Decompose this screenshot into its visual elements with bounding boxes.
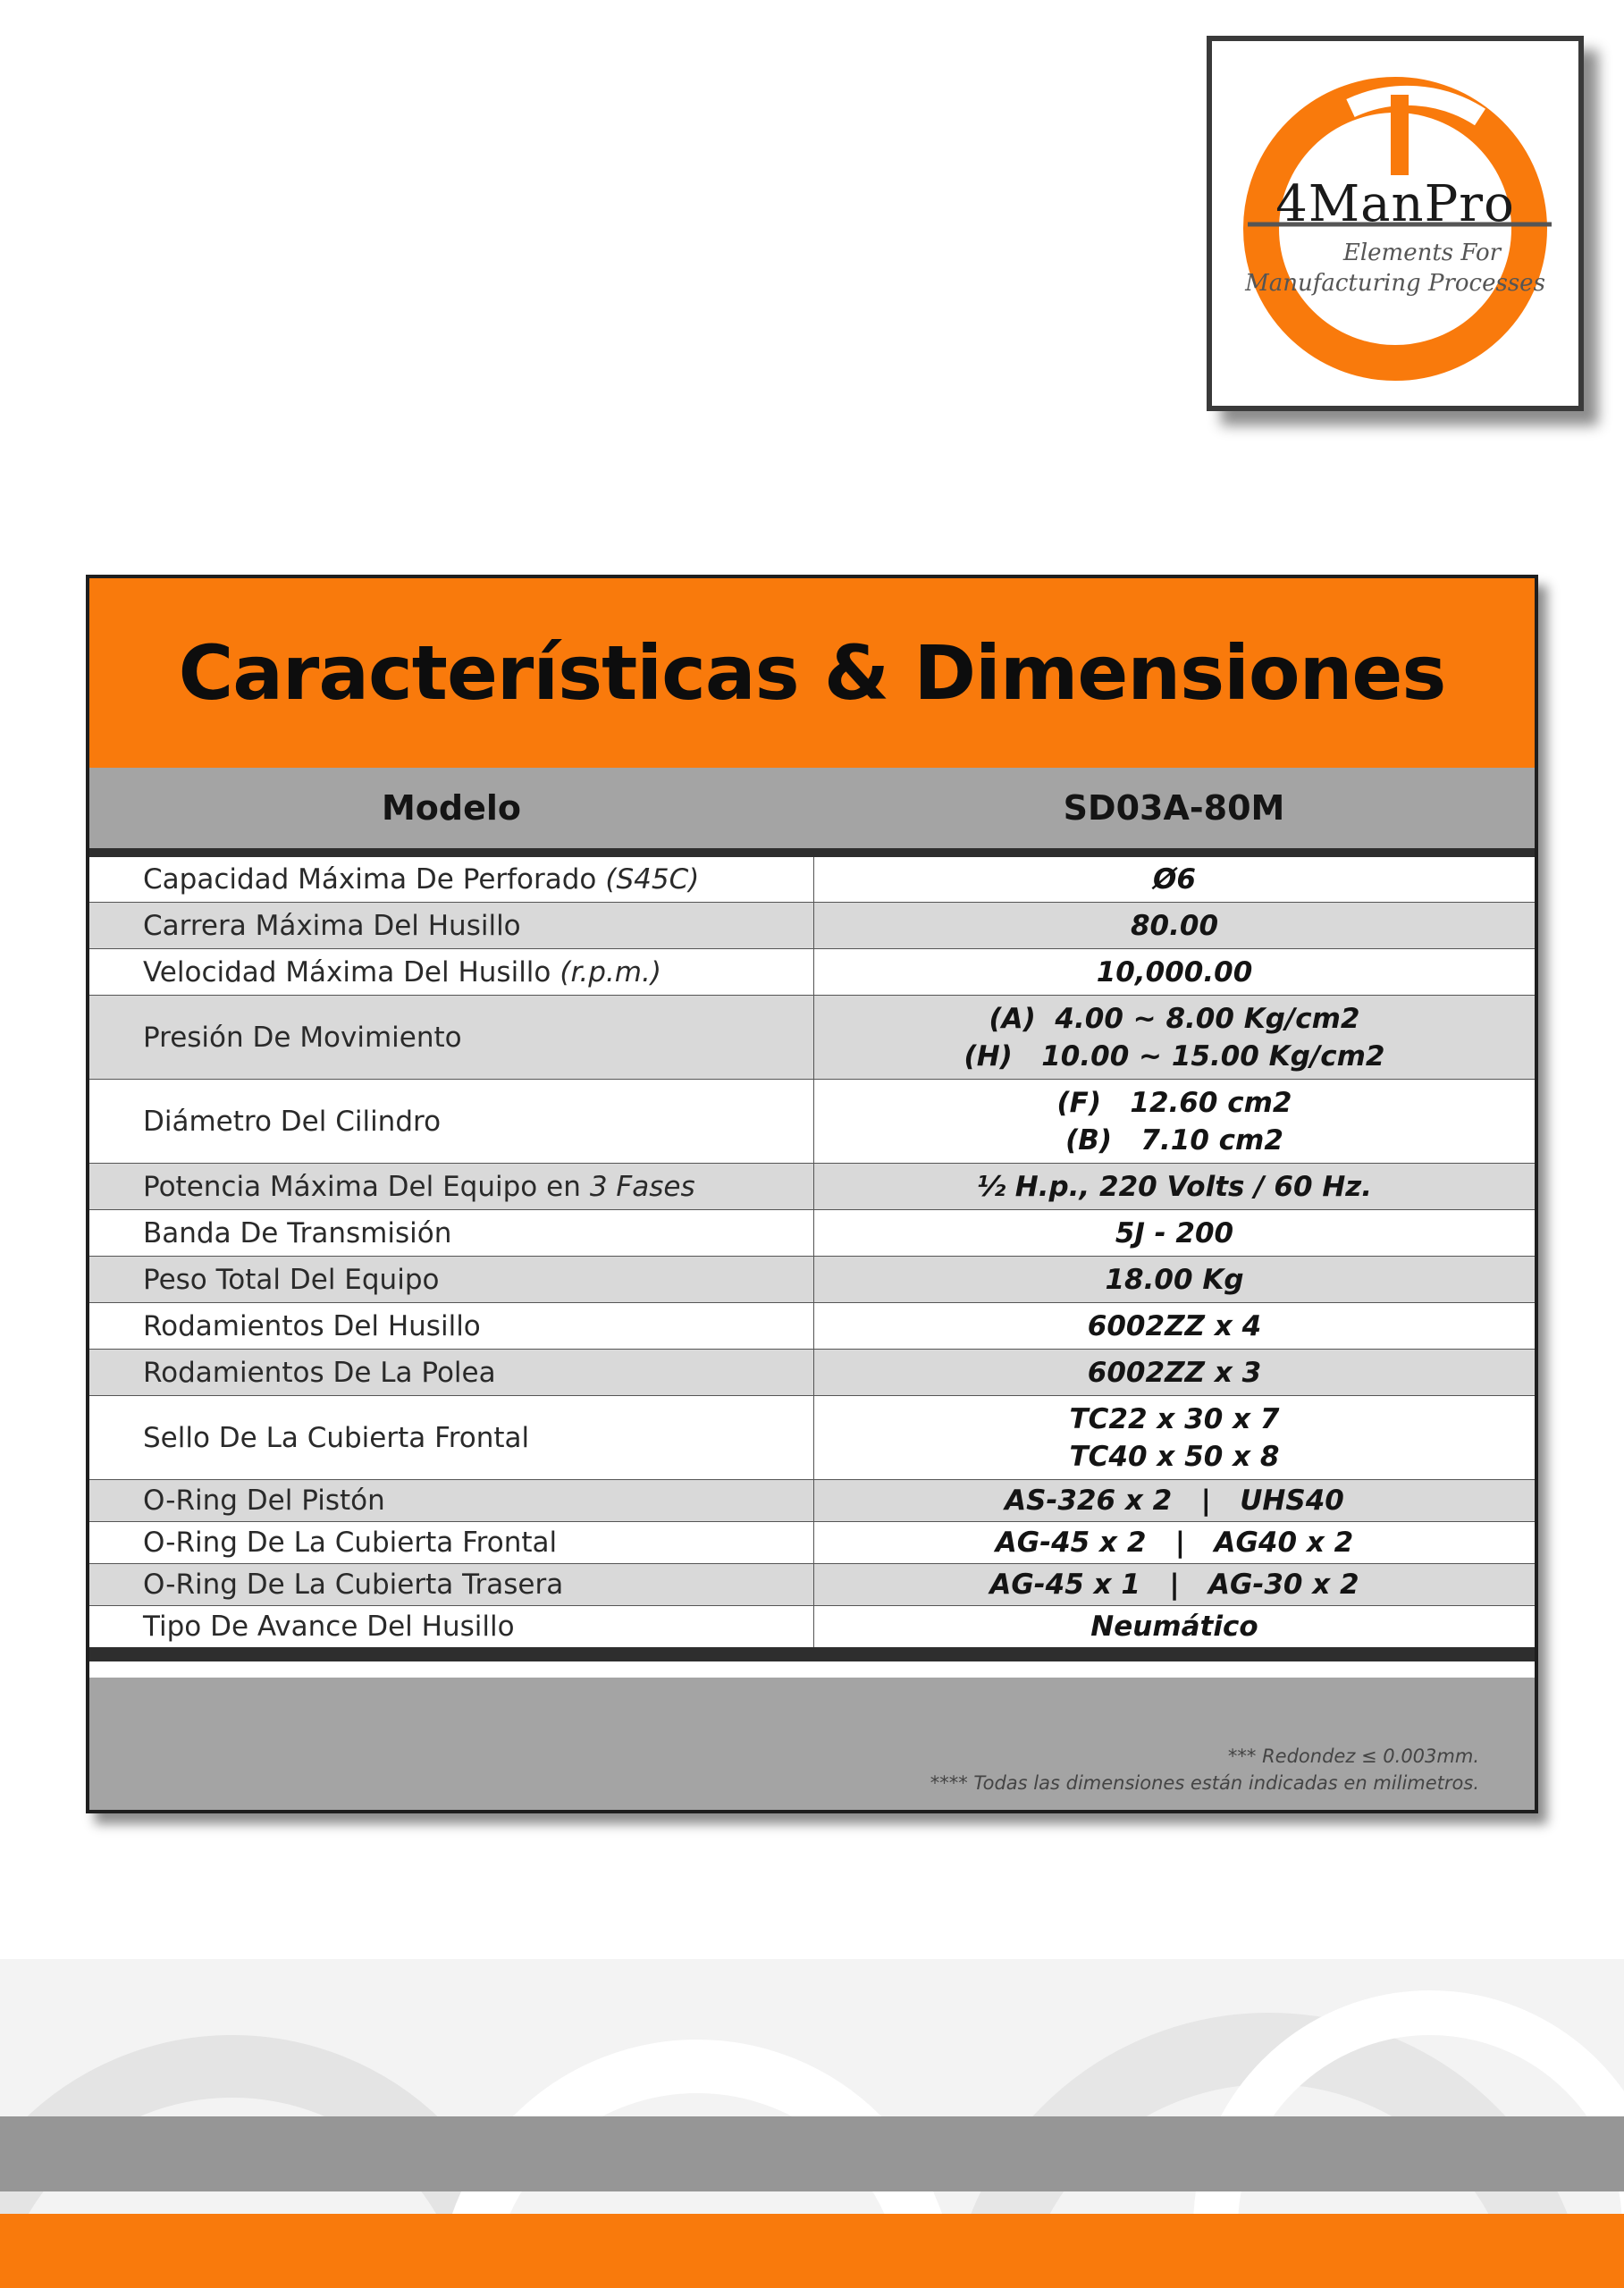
spec-row bbox=[89, 1349, 1535, 1395]
spec-value-line: 6002ZZ x 3 bbox=[1087, 1356, 1262, 1389]
spec-row bbox=[89, 1256, 1535, 1302]
model-header-value: SD03A-80M bbox=[1063, 788, 1285, 828]
spec-row bbox=[89, 857, 1535, 902]
footer-orange-band bbox=[0, 2214, 1624, 2288]
spec-label bbox=[89, 903, 814, 948]
spec-value-line: (H) 10.00 ~ 15.00 Kg/cm2 bbox=[963, 1039, 1385, 1072]
spec-value-line: (A) 4.00 ~ 8.00 Kg/cm2 bbox=[989, 1002, 1360, 1035]
specs-card bbox=[86, 575, 1538, 1813]
spec-label bbox=[89, 1257, 814, 1302]
spec-row bbox=[89, 1563, 1535, 1605]
specs-header-row bbox=[89, 768, 1535, 857]
spec-row bbox=[89, 1209, 1535, 1256]
spec-label-text: Rodamientos Del Husillo bbox=[143, 1309, 481, 1342]
spec-label-text: Diámetro Del Cilindro bbox=[143, 1105, 442, 1138]
spec-label-text: Tipo De Avance Del Husillo bbox=[143, 1611, 515, 1643]
logo-tagline-1: Elements For bbox=[1342, 240, 1502, 266]
spec-value-line: 80.00 bbox=[1130, 909, 1219, 942]
spec-label-text: Potencia Máxima Del Equipo en bbox=[143, 1170, 581, 1203]
spec-row bbox=[89, 1521, 1535, 1563]
spec-value-line: 10,000.00 bbox=[1096, 955, 1253, 988]
spec-value bbox=[814, 996, 1535, 1079]
spec-value-line: AS-326 x 2 | UHS40 bbox=[1005, 1485, 1344, 1517]
note-roundness: *** Redondez ≤ 0.003mm. bbox=[1227, 1745, 1479, 1767]
spec-value bbox=[814, 1606, 1535, 1647]
spec-value bbox=[814, 1522, 1535, 1563]
spec-value bbox=[814, 1303, 1535, 1349]
spec-value-line: TC40 x 50 x 8 bbox=[1069, 1440, 1280, 1473]
spec-label bbox=[89, 1164, 814, 1209]
spec-value-line: 6002ZZ x 4 bbox=[1087, 1309, 1262, 1342]
logo-wordmark: 4ManPro bbox=[1275, 175, 1515, 233]
spec-value bbox=[814, 1164, 1535, 1209]
spec-value-line: ½ H.p., 220 Volts / 60 Hz. bbox=[976, 1170, 1373, 1203]
note-units: **** Todas las dimensiones están indicadas en milimetros. bbox=[930, 1772, 1479, 1794]
spec-label bbox=[89, 1480, 814, 1521]
spec-label bbox=[89, 1522, 814, 1563]
spec-label bbox=[89, 949, 814, 995]
spec-value-line: 18.00 Kg bbox=[1105, 1263, 1244, 1296]
spec-label-text: Carrera Máxima Del Husillo bbox=[143, 909, 521, 942]
spec-row bbox=[89, 1479, 1535, 1521]
footer-gray-band bbox=[0, 2116, 1624, 2191]
specs-table bbox=[89, 857, 1535, 1661]
spec-label-qualifier: (S45C) bbox=[605, 863, 700, 896]
model-header-label: Modelo bbox=[381, 788, 522, 828]
spec-row bbox=[89, 902, 1535, 948]
spec-label-text: Presión De Movimiento bbox=[143, 1021, 462, 1054]
spec-label-text: Rodamientos De La Polea bbox=[143, 1356, 496, 1389]
spec-value-line: 5J - 200 bbox=[1115, 1216, 1234, 1249]
logo-tagline-2: Manufacturing Processes bbox=[1245, 270, 1545, 297]
spec-value-line: TC22 x 30 x 7 bbox=[1069, 1402, 1280, 1435]
spec-label bbox=[89, 1606, 814, 1647]
spec-label bbox=[89, 1210, 814, 1256]
spec-label bbox=[89, 1396, 814, 1479]
spec-label-qualifier: (r.p.m.) bbox=[560, 955, 661, 988]
spec-label bbox=[89, 996, 814, 1079]
spec-label bbox=[89, 857, 814, 902]
spec-label-text: Sello De La Cubierta Frontal bbox=[143, 1421, 530, 1454]
spec-value bbox=[814, 1350, 1535, 1395]
spec-label-text: Velocidad Máxima Del Husillo bbox=[143, 955, 551, 988]
spec-value bbox=[814, 1396, 1535, 1479]
spec-label-text: Capacidad Máxima De Perforado bbox=[143, 863, 597, 896]
spec-value bbox=[814, 1080, 1535, 1163]
spec-label-text: O-Ring De La Cubierta Frontal bbox=[143, 1527, 558, 1559]
spec-value bbox=[814, 1257, 1535, 1302]
spec-row bbox=[89, 1302, 1535, 1349]
spec-label-text: Banda De Transmisión bbox=[143, 1216, 452, 1249]
spec-label bbox=[89, 1350, 814, 1395]
spec-value bbox=[814, 857, 1535, 902]
spec-label bbox=[89, 1303, 814, 1349]
specs-title: Características & Dimensiones bbox=[89, 578, 1535, 768]
spec-value-line: Ø6 bbox=[1153, 863, 1196, 896]
spec-label bbox=[89, 1080, 814, 1163]
spec-row bbox=[89, 995, 1535, 1079]
spec-label-qualifier: 3 Fases bbox=[589, 1170, 695, 1203]
spec-row bbox=[89, 1079, 1535, 1163]
spec-value-line: (B) 7.10 cm2 bbox=[1065, 1123, 1283, 1157]
specs-footer bbox=[89, 1678, 1535, 1810]
spec-value bbox=[814, 903, 1535, 948]
spec-label-text: Peso Total Del Equipo bbox=[143, 1263, 440, 1296]
spec-row bbox=[89, 1605, 1535, 1647]
spec-row bbox=[89, 1395, 1535, 1479]
brand-logo bbox=[1207, 36, 1584, 411]
spec-value-line: AG-45 x 2 | AG40 x 2 bbox=[995, 1527, 1354, 1559]
spec-value bbox=[814, 1480, 1535, 1521]
spec-label-text: O-Ring De La Cubierta Trasera bbox=[143, 1569, 564, 1601]
spec-value-line: AG-45 x 1 | AG-30 x 2 bbox=[989, 1569, 1359, 1601]
spec-value bbox=[814, 1564, 1535, 1605]
spec-value bbox=[814, 1210, 1535, 1256]
spec-label bbox=[89, 1564, 814, 1605]
spec-value bbox=[814, 949, 1535, 995]
spec-row bbox=[89, 948, 1535, 995]
spec-row bbox=[89, 1163, 1535, 1209]
spec-label-text: O-Ring Del Pistón bbox=[143, 1485, 385, 1517]
spec-value-line: Neumático bbox=[1090, 1611, 1258, 1643]
spec-value-line: (F) 12.60 cm2 bbox=[1056, 1086, 1292, 1119]
